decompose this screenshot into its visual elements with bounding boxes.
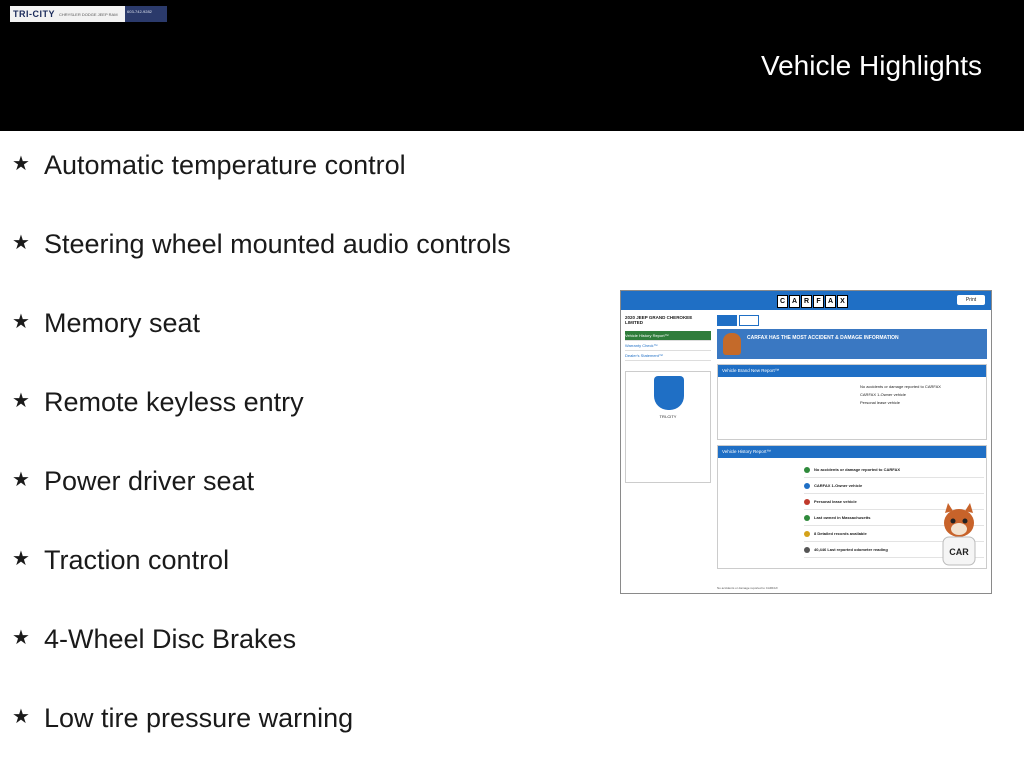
carfax-nav (625, 331, 711, 361)
carfax-logo-letter: A (789, 295, 800, 308)
tab (717, 315, 737, 326)
star-icon: ★ (12, 311, 30, 333)
history-row: CARFAX 1-Owner vehicle (804, 478, 984, 494)
carfax-sidebar (625, 315, 711, 590)
feature-list (12, 150, 511, 782)
feature-label: Memory seat (44, 308, 201, 338)
calendar-icon (804, 499, 810, 505)
carfax-logo-letter: C (777, 295, 788, 308)
nav-item: Vehicle History Report™ (625, 331, 711, 341)
dealer-card-text: TRI-CITY (659, 414, 677, 419)
history-row: 40,446 Last reported odometer reading (804, 542, 984, 558)
nav-item: Dealer's Statement™ (625, 351, 711, 361)
list-item (12, 545, 511, 624)
dealer-phone: 603-742-9282 (125, 6, 167, 22)
star-icon: ★ (12, 469, 30, 491)
list-item (12, 466, 511, 545)
star-icon: ★ (12, 153, 30, 175)
check-icon (804, 467, 810, 473)
carfax-footer-text: No accidents or damage reported to CARFAX (717, 586, 778, 590)
feature-label: Steering wheel mounted audio controls (44, 229, 511, 259)
list-item (12, 150, 511, 229)
feature-label: Low tire pressure warning (44, 703, 354, 733)
summary-line: Personal lease vehicle (860, 400, 901, 405)
history-row: Personal lease vehicle (804, 494, 984, 510)
carfax-logo-letter: X (837, 295, 848, 308)
carfax-report-thumbnail[interactable] (620, 290, 992, 594)
summary-line: No accidents or damage reported to CARFAX (860, 384, 941, 389)
list-item (12, 387, 511, 466)
tab (739, 315, 759, 326)
vehicle-title: 2020 JEEP GRAND CHEROKEE LIMITED (625, 315, 693, 325)
owner-icon (804, 483, 810, 489)
badge-icon (654, 376, 684, 410)
carfax-tabs (717, 315, 987, 324)
svg-text:CAR: CAR (949, 547, 969, 557)
snapshot-title: Vehicle Brand New Report™ (718, 365, 986, 377)
location-icon (804, 515, 810, 521)
feature-label: 4-Wheel Disc Brakes (44, 624, 297, 654)
feature-label: Power driver seat (44, 466, 255, 496)
feature-label: Traction control (44, 545, 230, 575)
list-item (12, 229, 511, 308)
carfax-banner (717, 329, 987, 359)
star-icon: ★ (12, 706, 30, 728)
summary-line: CARFAX 1-Owner vehicle (860, 392, 907, 397)
print-button: Print (957, 295, 985, 305)
page-title: Vehicle Highlights (760, 50, 982, 81)
feature-label: Automatic temperature control (44, 150, 406, 180)
list-item (12, 624, 511, 703)
carfax-logo (777, 295, 849, 308)
history-row: 8 Detailed records available (804, 526, 984, 542)
nav-item: Warranty Check™ (625, 341, 711, 351)
records-icon (804, 531, 810, 537)
odometer-icon (804, 547, 810, 553)
dealer-card (625, 371, 711, 483)
history-title: Vehicle History Report™ (718, 446, 986, 458)
list-item (12, 703, 511, 782)
list-item (12, 308, 511, 387)
star-icon: ★ (12, 390, 30, 412)
star-icon: ★ (12, 548, 30, 570)
carfax-logo-letter: A (825, 295, 836, 308)
snapshot-card (717, 364, 987, 440)
history-row: Last owned in Massachusetts (804, 510, 984, 526)
dealer-tagline: CHRYSLER DODGE JEEP RAM (59, 11, 118, 17)
dealer-logo[interactable] (10, 6, 167, 22)
carfax-logo-letter: R (801, 295, 812, 308)
header-bar (0, 0, 1024, 131)
star-icon: ★ (12, 627, 30, 649)
fox-icon (723, 333, 741, 355)
history-row: No accidents or damage reported to CARFAX (804, 462, 984, 478)
banner-text: CARFAX HAS THE MOST ACCIDENT & DAMAGE INFORMATION (747, 335, 899, 341)
feature-label: Remote keyless entry (44, 387, 304, 417)
carfax-top-bar (621, 291, 991, 310)
dealer-logo-text: TRI-CITY (13, 9, 55, 19)
carfax-logo-letter: F (813, 295, 824, 308)
snapshot-summary (860, 383, 980, 407)
carfax-fox-mascot-icon (933, 503, 985, 567)
star-icon: ★ (12, 232, 30, 254)
